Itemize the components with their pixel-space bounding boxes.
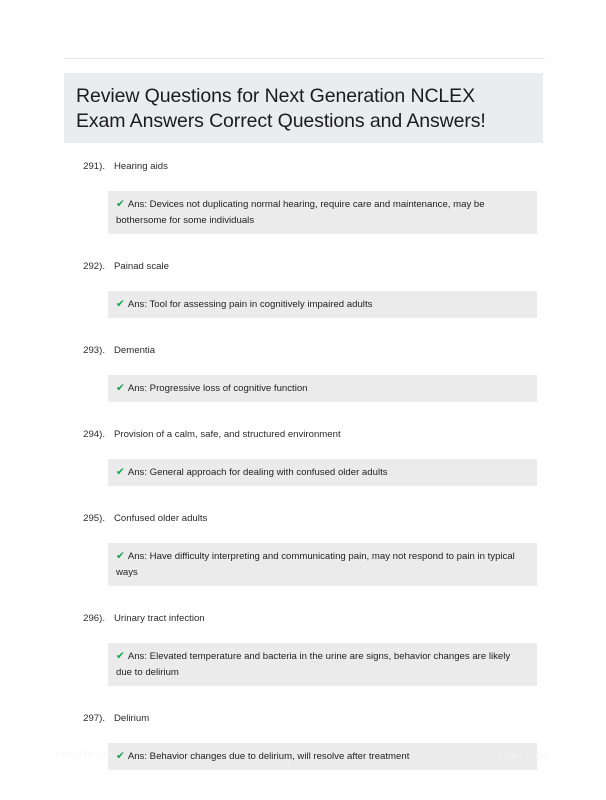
- check-icon: ✔: [116, 382, 125, 394]
- check-icon: ✔: [116, 198, 125, 210]
- question-row: [0, 260, 606, 280]
- question-number: 297).: [83, 713, 105, 724]
- question-number: 293).: [83, 345, 105, 356]
- question-text: Delirium: [114, 713, 150, 724]
- answer-text: Ans: General approach for dealing with confused older adults: [127, 467, 388, 478]
- question-text: Dementia: [114, 345, 156, 356]
- question-item: [0, 512, 606, 586]
- question-row: [0, 712, 606, 732]
- question-number: 292).: [83, 261, 105, 272]
- question-row: [0, 512, 606, 532]
- question-row: [0, 612, 606, 632]
- item-spacer: [0, 402, 606, 428]
- check-icon: ✔: [116, 298, 125, 310]
- answer-text: Ans: Devices not duplicating normal hearing, require care and maintenance, may be bothersome for some individuals: [116, 199, 485, 226]
- item-spacer: [0, 234, 606, 260]
- page-indicator: Page 1 of 3: [499, 750, 548, 760]
- question-text: Provision of a calm, safe, and structured environment: [114, 429, 341, 440]
- question-text: Confused older adults: [114, 513, 208, 524]
- question-item: [0, 344, 606, 402]
- answer-box: [108, 643, 537, 686]
- answer-line: [116, 548, 527, 581]
- answer-box: [108, 543, 537, 586]
- question-row: [0, 428, 606, 448]
- question-row: [0, 160, 606, 180]
- check-icon: ✔: [116, 466, 125, 478]
- answer-box: [108, 191, 537, 234]
- answer-text: Ans: Elevated temperature and bacteria in the urine are signs, behavior changes are likely due to delirium: [116, 651, 511, 678]
- check-icon: ✔: [116, 650, 125, 662]
- question-item: [0, 160, 606, 234]
- check-icon: ✔: [116, 750, 125, 762]
- question-text: Painad scale: [114, 261, 169, 272]
- check-icon: ✔: [116, 550, 125, 562]
- header-divider: [64, 58, 545, 59]
- answer-text: Ans: Progressive loss of cognitive function: [127, 383, 308, 394]
- answer-line: [116, 464, 527, 481]
- answer-text: Ans: Have difficulty interpreting and communicating pain, may not respond to pain in typical ways: [116, 551, 515, 578]
- item-spacer: [0, 486, 606, 512]
- answer-text: Ans: Behavior changes due to delirium, will resolve after treatment: [127, 751, 410, 762]
- question-list: [0, 160, 606, 770]
- question-number: 294).: [83, 429, 105, 440]
- question-number: 295).: [83, 513, 105, 524]
- question-row: [0, 344, 606, 364]
- question-text: Urinary tract infection: [114, 613, 205, 624]
- document-title-banner: [64, 73, 543, 143]
- watermark: PaperTitle.com: [56, 750, 113, 759]
- answer-line: [116, 380, 527, 397]
- item-spacer: [0, 686, 606, 712]
- question-number: 296).: [83, 613, 105, 624]
- item-spacer: [0, 586, 606, 612]
- question-text: Hearing aids: [114, 161, 168, 172]
- item-spacer: [0, 318, 606, 344]
- question-item: [0, 260, 606, 318]
- page-footer: [0, 740, 606, 800]
- answer-box: [108, 375, 537, 402]
- answer-box: [108, 291, 537, 318]
- question-number: 291).: [83, 161, 105, 172]
- question-item: [0, 612, 606, 686]
- answer-line: [116, 296, 527, 313]
- answer-line: [116, 196, 527, 229]
- page-title: Review Questions for Next Generation NCLEX Exam Answers Correct Questions and Answers!: [76, 85, 486, 132]
- question-item: [0, 428, 606, 486]
- answer-box: [108, 459, 537, 486]
- answer-text: Ans: Tool for assessing pain in cognitively impaired adults: [127, 299, 373, 310]
- answer-line: [116, 648, 527, 681]
